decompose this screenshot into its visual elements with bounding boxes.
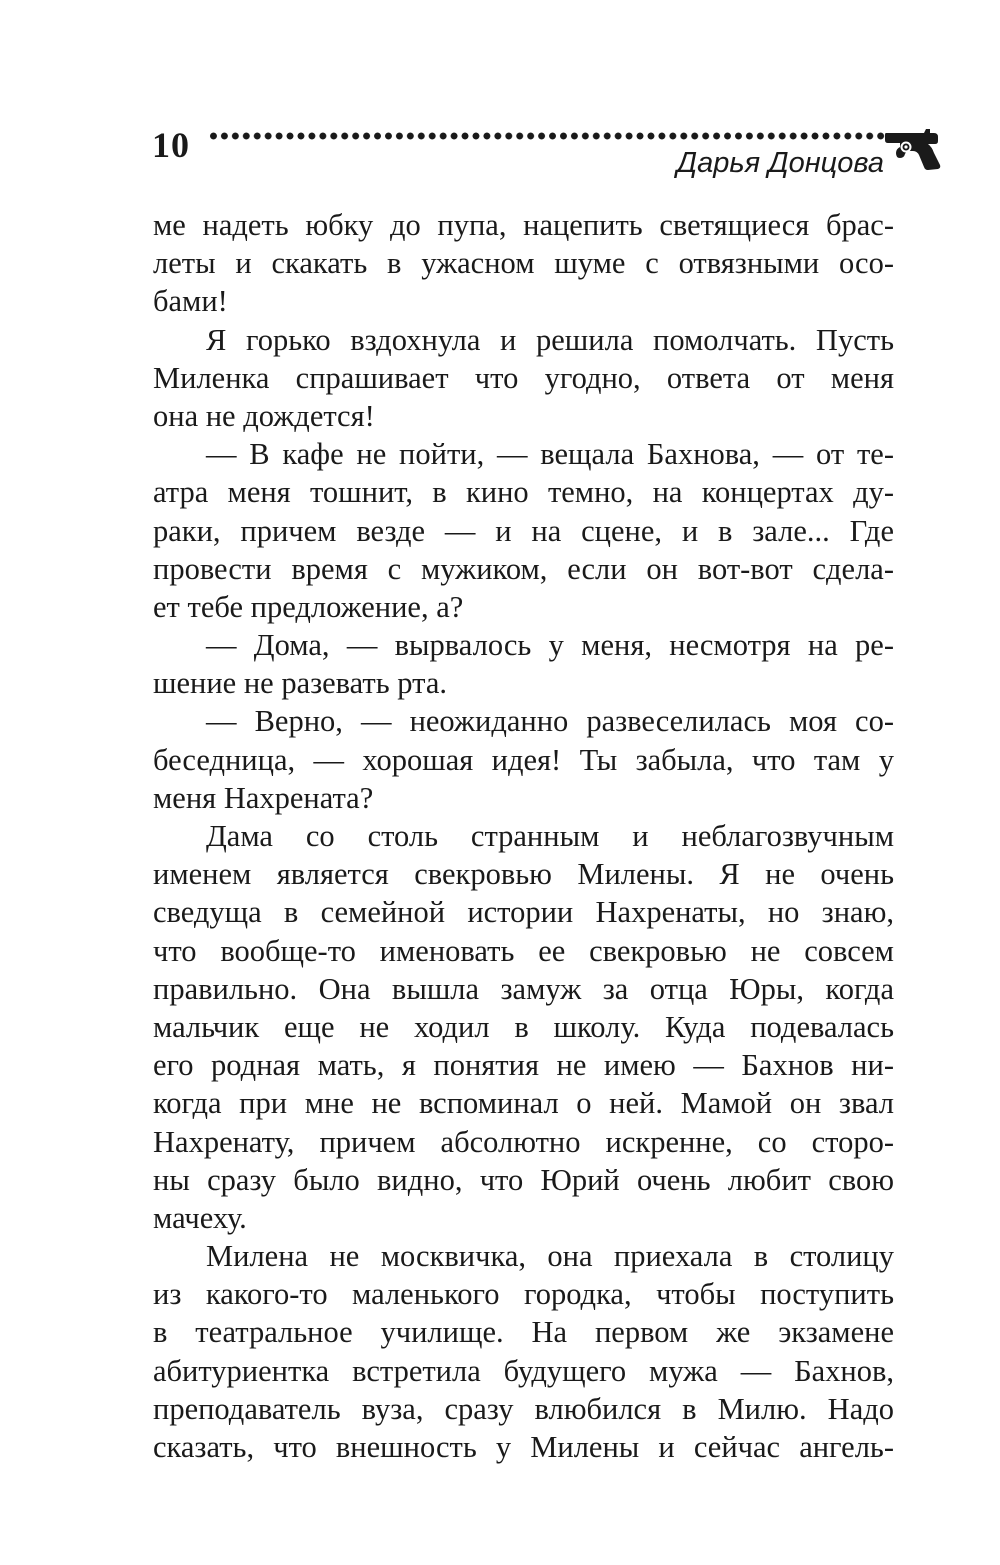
body-text xyxy=(153,206,894,1466)
text-line: меня Нахрената? xyxy=(153,780,374,815)
revolver-icon xyxy=(884,125,944,171)
text-line: из какого-то маленького городка, чтобы поступить xyxy=(153,1277,894,1312)
text-line: в театральное училище. На первом же экзамене xyxy=(153,1315,894,1350)
text-line: когда при мне не вспоминал о ней. Мамой он звал xyxy=(153,1086,894,1121)
text-line: что вообще-то именовать ее свекровью не совсем xyxy=(153,933,894,968)
text-line: сказать, что внешность у Милены и сейчас ангель- xyxy=(153,1430,894,1464)
text-line: мальчик еще не ходил в школу. Куда подевалась xyxy=(153,1009,894,1044)
text-line: ны сразу было видно, что Юрий очень любит свою xyxy=(153,1162,894,1197)
dotted-rule xyxy=(208,127,890,145)
text-line: бами! xyxy=(153,284,228,319)
text-line: именем является свекровью Милены. Я не очень xyxy=(153,857,894,892)
text-line: шение не разевать рта. xyxy=(153,666,448,701)
text-line: Милена не москвичка, она приехала в столицу xyxy=(206,1239,894,1274)
text-line: Миленка спрашивает что угодно, ответа от меня xyxy=(153,360,894,395)
text-line: Я горько вздохнула и решила помолчать. Пусть xyxy=(206,322,894,357)
text-line: ме надеть юбку до пупа, нацепить светящиеся брас- xyxy=(153,208,894,242)
text-line: сведуща в семейной истории Нахренаты, но знаю, xyxy=(153,895,894,930)
text-line: Дама со столь странным и неблагозвучным xyxy=(206,819,894,853)
text-line: — В кафе не пойти, — вещала Бахнова, — от те- xyxy=(206,437,894,472)
text-line: атра меня тошнит, в кино темно, на концертах ду- xyxy=(153,475,894,510)
text-line: она не дождется! xyxy=(153,398,375,433)
page-number: 10 xyxy=(152,125,190,165)
text-line: беседница, — хорошая идея! Ты забыла, что там у xyxy=(153,742,894,777)
text-line: раки, причем везде — и на сцене, и в зале... Где xyxy=(153,513,894,548)
text-line: леты и скакать в ужасном шуме с отвязными осо- xyxy=(153,246,894,281)
text-line: ет тебе предложение, а? xyxy=(153,589,464,624)
text-line: — Дома, — вырвалось у меня, несмотря на ре- xyxy=(206,628,894,663)
author-name: Дарья Донцова xyxy=(676,147,884,179)
text-line: правильно. Она вышла замуж за отца Юры, когда xyxy=(153,971,894,1006)
text-line: абитуриентка встретила будущего мужа — Бахнов, xyxy=(153,1353,894,1388)
text-line: — Верно, — неожиданно развеселилась моя со- xyxy=(206,704,894,739)
text-line: преподаватель вуза, сразу влюбился в Милю. Надо xyxy=(153,1391,894,1426)
text-line: мачеху. xyxy=(153,1200,247,1235)
text-line: Нахренату, причем абсолютно искренне, со сторо- xyxy=(153,1124,894,1159)
text-line: его родная мать, я понятия не имею — Бахнов ни- xyxy=(153,1048,894,1083)
text-line: провести время с мужиком, если он вот-вот сдела- xyxy=(153,551,894,586)
